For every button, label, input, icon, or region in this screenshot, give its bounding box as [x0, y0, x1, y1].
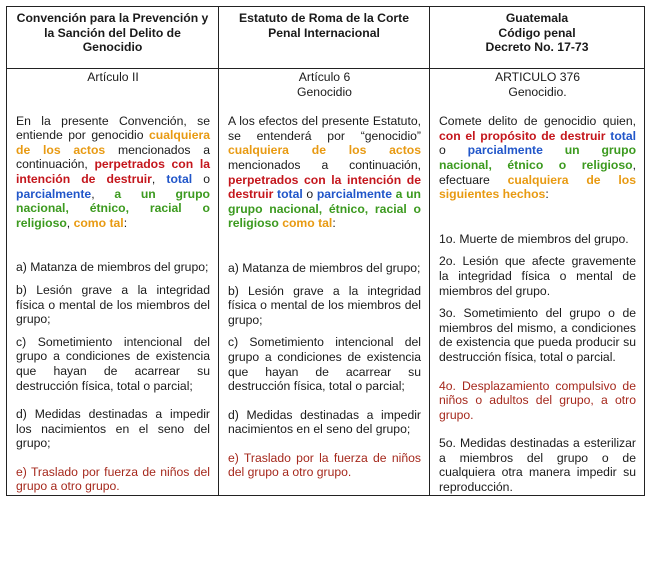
column-guatemala-code	[430, 69, 645, 496]
article-title: ARTICULO 376	[494, 70, 581, 84]
header-rome-statute-text: Estatuto de Roma de la Corte Penal Internacional	[239, 11, 409, 40]
highlight-blue: total	[166, 171, 193, 186]
article-item: d) Medidas destinadas a impedir los nacimientos en el seno del grupo;	[16, 407, 210, 451]
highlight-orange: cualquiera de los actos	[228, 143, 421, 158]
highlight-blue: parcialmente	[16, 186, 92, 201]
column-body	[430, 69, 644, 495]
intro-text: o	[192, 171, 210, 186]
article-item: e) Traslado por la fuerza de niños del grupo a otro grupo.	[228, 450, 421, 480]
highlight-red: perpetrados con la intención de destruir	[228, 172, 421, 202]
header-guatemala-code-text: Guatemala Código penal Decreto No. 17-73	[485, 11, 589, 55]
highlight-red: con el propósito de destruir	[439, 128, 606, 143]
header-row	[7, 7, 645, 69]
intro-text: o	[302, 187, 317, 202]
article-item: a) Matanza de miembros del grupo;	[16, 260, 209, 275]
article-intro	[439, 114, 636, 202]
article-item: e) Traslado por fuerza de niños del grupo a otro grupo.	[16, 464, 210, 494]
article-item: d) Medidas destinadas a impedir nacimientos en el seno del grupo;	[228, 407, 421, 437]
highlight-blue: total	[610, 128, 636, 143]
header-convention-text: Convención para la Prevención y la Sanción del Delito de Genocidio	[16, 11, 209, 55]
intro-text: A los efectos del presente Estatuto, se entenderá por “genocidio”	[228, 114, 421, 143]
highlight-green: a un grupo nacional, étnico, racial o religioso	[228, 187, 421, 231]
article-title: Artículo II	[87, 70, 139, 84]
intro-text: mencionados a continuación,	[228, 157, 421, 172]
intro-text: En la presente Convención, se entiende por genocidio	[16, 113, 210, 143]
article-item: b) Lesión grave a la integridad física o mental de los miembros del grupo;	[228, 283, 421, 327]
intro-text: :	[545, 187, 549, 202]
article-item: 1o. Muerte de miembros del grupo.	[439, 231, 629, 246]
intro-text: mencionados a continuación,	[16, 142, 210, 172]
intro-text: , efectuare	[439, 157, 636, 187]
intro-text	[543, 143, 565, 157]
article-item: 4o. Desplazamiento compulsivo de niños o adultos del grupo, a otro grupo.	[439, 378, 636, 422]
intro-text: :	[332, 216, 336, 231]
article-item: b) Lesión grave a la integridad física o mental de los miembros del grupo;	[16, 282, 210, 327]
intro-text: ,	[66, 215, 74, 230]
highlight-blue: parcialmente	[467, 143, 543, 158]
article-subtitle: Genocidio	[297, 84, 352, 99]
article-intro	[16, 114, 210, 231]
highlight-green: a un grupo nacional, étnico, racial o religioso	[16, 186, 210, 230]
article-item: c) Sometimiento intencional del grupo a condiciones de existencia que hayan de acarrear su destrucción física, total o parcial;	[228, 335, 421, 394]
article-item: a) Matanza de miembros del grupo;	[228, 260, 421, 275]
highlight-green: un grupo nacional, étnico o religioso	[439, 143, 637, 172]
highlight-orange: como tal	[282, 216, 333, 231]
highlight-red: perpetrados con la intención de destruir	[16, 157, 210, 186]
comparison-table	[6, 6, 645, 496]
highlight-blue: parcialmente	[316, 187, 393, 202]
header-guatemala-code	[430, 7, 645, 69]
highlight-orange: cualquiera de los siguientes hechos	[439, 172, 636, 202]
item-list	[228, 261, 421, 480]
article-item: 5o. Medidas destinadas a esterilizar a miembros del grupo o de cualquiera otra manera impedir su reproducción.	[439, 436, 636, 495]
article-title: Artículo 6	[298, 70, 351, 84]
article-item: 3o. Sometimiento del grupo o de miembros del mismo, a condiciones de existencia que pueda producir su destrucción física, total o parcial.	[439, 306, 636, 364]
intro-text: o	[439, 143, 468, 158]
intro-text: Comete delito de genocidio quien,	[439, 114, 636, 129]
item-list	[16, 260, 210, 494]
article-row	[7, 69, 645, 496]
column-convention	[7, 69, 219, 496]
highlight-orange: como tal	[73, 215, 124, 230]
column-body	[7, 69, 218, 494]
column-body	[219, 69, 429, 480]
article-item: 2o. Lesión que afecte gravemente la integridad física o mental de miembros del grupo.	[439, 254, 636, 298]
intro-text: ,	[91, 186, 115, 201]
header-rome-statute	[219, 7, 430, 69]
article-intro	[228, 114, 421, 231]
highlight-orange: cualquiera de los actos	[16, 128, 210, 157]
item-list	[439, 232, 636, 495]
article-item: c) Sometimiento intencional del grupo a condiciones de existencia que hayan de acarrear su destrucción física, total o parcial;	[16, 334, 210, 393]
highlight-blue: total	[277, 187, 303, 202]
article-subtitle: Genocidio.	[508, 84, 567, 99]
intro-text: ,	[151, 171, 167, 186]
column-rome-statute	[219, 69, 430, 496]
header-convention	[7, 7, 219, 69]
intro-text: :	[123, 215, 128, 230]
